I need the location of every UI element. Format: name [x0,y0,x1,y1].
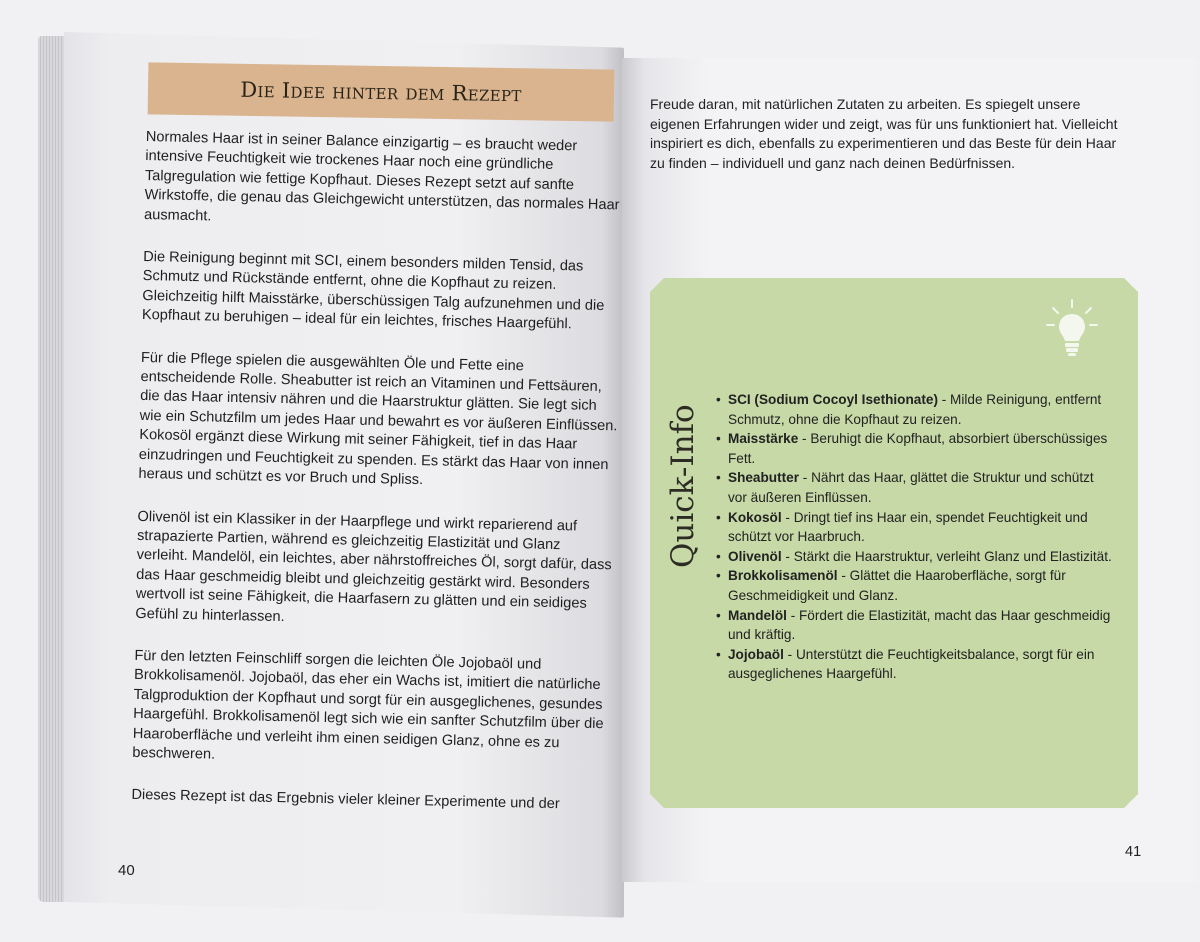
paragraph: Für den letzten Feinschliff sorgen die leichten Öle Jojobaöl und Brokkolisamenöl. Jojobaöl, das eher ein Wachs ist, imitiert die natürliche Talgproduktion der Kopfhaut und sorgt für ein ausgeglichenes, gesundes Haargefühl. Brokkolisamenöl legt sich wie ein sanfter Schutzfilm über die Haaroberfläche und verleiht ihm einen seidigen Glanz, ohne es zu beschweren. [132,647,604,763]
ingredient-name: Maisstärke [728,431,799,447]
heading-band [148,62,615,121]
list-item [716,429,1116,468]
ingredient-name: SCI (Sodium Cocoyl Isethionate) [728,392,938,407]
list-item [716,547,1116,567]
ingredient-description: - Unterstützt die Feuchtigkeitsbalance, sorgt für ein ausgeglichenes Haargefühl. [728,646,1095,682]
quick-info-list [716,390,1116,684]
list-item [716,566,1116,605]
page-heading: Die Idee hinter dem Rezept [240,77,522,107]
ingredient-name: Brokkolisamenöl [728,568,838,584]
ingredient-description: - Glättet die Haaroberfläche, sorgt für Geschmeidigkeit und Glanz. [728,568,1066,603]
ingredient-description: - Milde Reinigung, entfernt Schmutz, ohne die Kopfhaut zu reizen. [728,392,1102,427]
list-item [716,390,1116,429]
ingredient-name: Kokosöl [728,509,782,525]
ingredient-name: Mandelöl [728,607,787,623]
ingredient-name: Olivenöl [728,548,782,564]
ingredient-description: - Fördert die Elastizität, macht das Haar geschmeidig und kräftig. [728,607,1111,643]
list-item [716,508,1116,547]
ingredient-name: Sheabutter [728,470,800,486]
paragraph: Olivenöl ist ein Klassiker in der Haarpflege und wirkt reparierend auf strapazierte Partien, während es gleichzeitig Elastizität und Glanz verleiht. Mandelöl, ein leichtes, aber nährstoffreiches Öl, sorgt dafür, dass das Haar geschmeidig bleibt und gleichzeitig gestärkt wird. Besonders wertvoll ist seine Fähigkeit, die Haarfasern zu glätten und ein seidiges Gefühl zu hinterlassen. [135,508,612,625]
page-stack-edge [38,36,64,902]
paragraph: Die Reinigung beginnt mit SCI, einem besonders milden Tensid, das Schmutz und Rückstände entfernt, ohne die Kopfhaut zu reizen. Gleichzeitig hilft Maisstärke, überschüssigen Talg aufzunehmen und die Kopfhaut zu beruhigen – ideal für ein leichtes, frisches Haargefühl. [141,249,605,333]
list-item [716,468,1116,507]
ingredient-description: - Dringt tief ins Haar ein, spendet Feuchtigkeit und schützt vor Haarbruch. [728,509,1088,545]
lightbulb-icon [1044,298,1100,358]
ingredient-description: - Stärkt die Haarstruktur, verleiht Glanz und Elastizität. [781,548,1112,564]
paragraph: Normales Haar ist in seiner Balance einzigartig – es braucht weder intensive Feuchtigkeit wie trockenes Haar noch eine gründliche Talgregulation wie fettige Kopfhaut. Dieses Rezept setzt auf sanfte Wirkstoffe, die genau das Gleichgewicht unterstützen, das normales Haar ausmacht. [143,128,620,225]
page-number-right: 41 [1125,844,1142,860]
ingredient-name: Jojobaöl [728,646,784,662]
ingredient-description: - Beruhigt die Kopfhaut, absorbiert überschüssiges Fett. [728,431,1108,466]
right-page-body [650,95,1120,173]
page-number-left: 40 [118,862,135,879]
paragraph: Freude daran, mit natürlichen Zutaten zu arbeiten. Es spiegelt unsere eigenen Erfahrungen wider und zeigt, was für uns funktioniert hat. Vielleicht inspiriert es dich, ebenfalls zu experimentieren und das Beste für dein Haar zu finden – individuell und ganz nach deinen Bedürfnissen. [650,96,1118,171]
list-item [716,606,1116,645]
paragraph: Dieses Rezept ist das Ergebnis vieler kleiner Experimente und der [131,787,560,813]
paragraph: Für die Pflege spielen die ausgewählten Öle und Fette eine entscheidende Rolle. Sheabutter ist reich an Vitaminen und Fettsäuren, die das Haar intensiv nähren und die Haarstruktur glätten. Sie legt sich wie ein Schutzfilm um jedes Haar und bewahrt es vor äußeren Einflüssen. Kokosöl ergänzt diese Wirkung mit seiner Fähigkeit, tief in das Haar einzudringen und Feuchtigkeit zu spenden. Es stärkt das Haar von innen heraus und schützt es vor Bruch und Spliss. [138,349,618,489]
list-item [716,645,1116,684]
quick-info-title: Quick-Info [665,404,701,568]
ingredient-description: - Nährt das Haar, glättet die Struktur und schützt vor äußeren Einflüssen. [728,470,1094,505]
left-page-body [131,128,624,839]
